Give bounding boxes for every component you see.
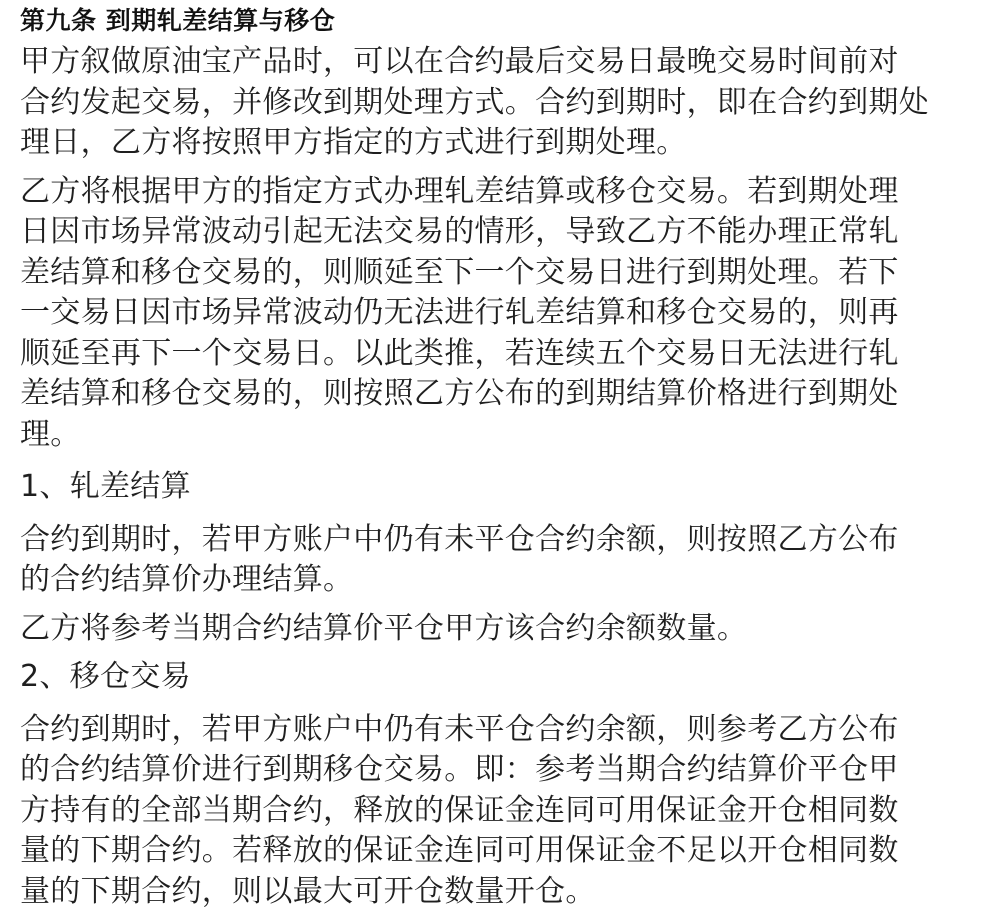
text-line: 1、轧差结算 xyxy=(20,467,980,508)
paragraph-netting-close xyxy=(20,609,980,650)
text-line: 合约发起交易，并修改到期处理方式。合约到期时，即在合约到期处 xyxy=(20,83,980,124)
text-line: 理日，乙方将按照甲方指定的方式进行到期处理。 xyxy=(20,123,980,164)
document-body xyxy=(20,0,980,912)
article-title: 第九条 到期轧差结算与移仓 xyxy=(20,0,980,42)
text-line: 的合约结算价办理结算。 xyxy=(20,560,980,601)
text-line: 方持有的全部当期合约，释放的保证金连同可用保证金开仓相同数 xyxy=(20,791,980,832)
text-line: 量的下期合约。若释放的保证金连同可用保证金不足以开仓相同数 xyxy=(20,831,980,872)
paragraph-postponement xyxy=(20,172,980,456)
text-line: 量的下期合约，则以最大可开仓数量开仓。 xyxy=(20,872,980,912)
text-line: 的合约结算价进行到期移仓交易。即：参考当期合约结算价平仓甲 xyxy=(20,750,980,791)
paragraph-trading-rules xyxy=(20,42,980,164)
text-line: 理。 xyxy=(20,415,980,456)
paragraph-rollover xyxy=(20,710,980,912)
text-line: 一交易日因市场异常波动仍无法进行轧差结算和移仓交易的，则再 xyxy=(20,293,980,334)
text-line: 差结算和移仓交易的，则顺延至下一个交易日进行到期处理。若下 xyxy=(20,253,980,294)
text-line: 合约到期时，若甲方账户中仍有未平仓合约余额，则参考乙方公布 xyxy=(20,710,980,751)
text-line: 顺延至再下一个交易日。以此类推，若连续五个交易日无法进行轧 xyxy=(20,334,980,375)
text-line: 乙方将根据甲方的指定方式办理轧差结算或移仓交易。若到期处理 xyxy=(20,172,980,213)
paragraph-netting-settlement xyxy=(20,520,980,601)
text-line: 日因市场异常波动引起无法交易的情形，导致乙方不能办理正常轧 xyxy=(20,212,980,253)
text-line: 甲方叙做原油宝产品时，可以在合约最后交易日最晚交易时间前对 xyxy=(20,42,980,83)
text-line: 乙方将参考当期合约结算价平仓甲方该合约余额数量。 xyxy=(20,609,980,650)
text-line: 差结算和移仓交易的，则按照乙方公布的到期结算价格进行到期处 xyxy=(20,374,980,415)
section-heading-rollover xyxy=(20,657,980,698)
section-heading-netting xyxy=(20,467,980,508)
text-line: 2、移仓交易 xyxy=(20,657,980,698)
text-line: 合约到期时，若甲方账户中仍有未平仓合约余额，则按照乙方公布 xyxy=(20,520,980,561)
